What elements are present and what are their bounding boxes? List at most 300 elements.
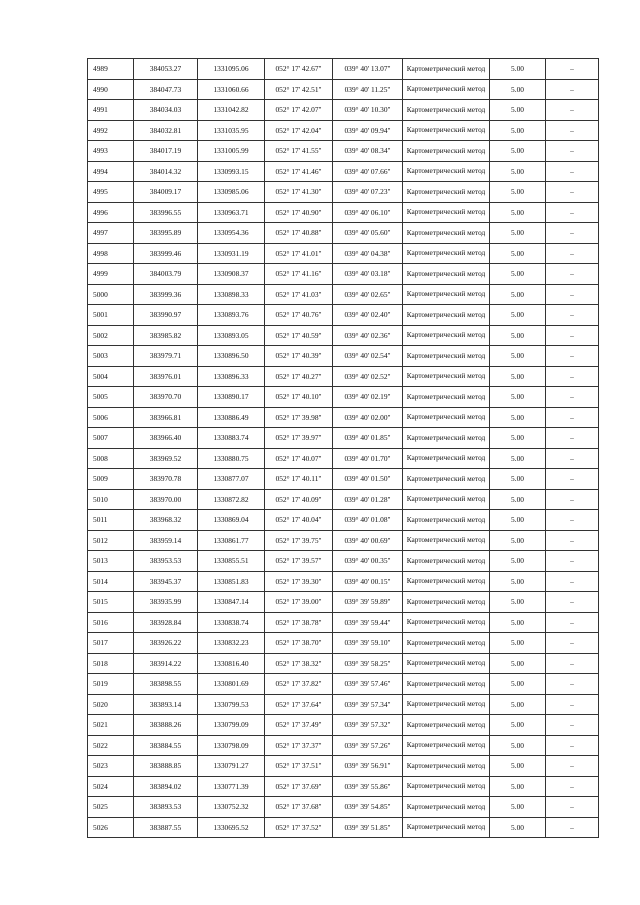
latitude-cell: 052° 17' 37.82"	[265, 674, 333, 695]
accuracy-cell: 5.00	[490, 305, 546, 326]
coord-y-cell: 1331060.66	[198, 79, 265, 100]
latitude-cell: 052° 17' 37.51"	[265, 756, 333, 777]
table-row	[88, 387, 599, 408]
latitude-cell: 052° 17' 41.03"	[265, 284, 333, 305]
table-row	[88, 571, 599, 592]
point-number-cell: 5000	[88, 284, 134, 305]
method-cell: Картометрический метод	[403, 346, 490, 367]
table-row	[88, 120, 599, 141]
coord-x-cell: 383959.14	[134, 530, 198, 551]
point-number-cell: 4989	[88, 59, 134, 80]
method-cell: Картометрический метод	[403, 797, 490, 818]
point-number-cell: 4990	[88, 79, 134, 100]
latitude-cell: 052° 17' 39.30"	[265, 571, 333, 592]
latitude-cell: 052° 17' 37.69"	[265, 776, 333, 797]
latitude-cell: 052° 17' 40.09"	[265, 489, 333, 510]
table-row	[88, 776, 599, 797]
latitude-cell: 052° 17' 37.52"	[265, 817, 333, 838]
coord-y-cell: 1330883.74	[198, 428, 265, 449]
point-number-cell: 5013	[88, 551, 134, 572]
accuracy-cell: 5.00	[490, 715, 546, 736]
table-row	[88, 756, 599, 777]
method-cell: Картометрический метод	[403, 141, 490, 162]
coord-y-cell: 1330890.17	[198, 387, 265, 408]
longitude-cell: 039° 39' 57.26"	[333, 735, 403, 756]
accuracy-cell: 5.00	[490, 161, 546, 182]
latitude-cell: 052° 17' 39.97"	[265, 428, 333, 449]
coord-x-cell: 383970.78	[134, 469, 198, 490]
coord-x-cell: 383893.53	[134, 797, 198, 818]
method-cell: Картометрический метод	[403, 264, 490, 285]
longitude-cell: 039° 39' 56.91"	[333, 756, 403, 777]
table-row	[88, 694, 599, 715]
coord-y-cell: 1330799.09	[198, 715, 265, 736]
table-row	[88, 366, 599, 387]
note-cell: –	[546, 653, 599, 674]
coord-y-cell: 1330896.50	[198, 346, 265, 367]
table-row	[88, 161, 599, 182]
table-row	[88, 715, 599, 736]
latitude-cell: 052° 17' 38.70"	[265, 633, 333, 654]
note-cell: –	[546, 284, 599, 305]
method-cell: Картометрический метод	[403, 817, 490, 838]
point-number-cell: 5022	[88, 735, 134, 756]
longitude-cell: 039° 40' 02.36"	[333, 325, 403, 346]
coord-x-cell: 383970.00	[134, 489, 198, 510]
coord-x-cell: 383985.82	[134, 325, 198, 346]
method-cell: Картометрический метод	[403, 551, 490, 572]
coord-x-cell: 383893.14	[134, 694, 198, 715]
note-cell: –	[546, 469, 599, 490]
longitude-cell: 039° 39' 59.89"	[333, 592, 403, 613]
longitude-cell: 039° 40' 04.38"	[333, 243, 403, 264]
longitude-cell: 039° 40' 01.08"	[333, 510, 403, 531]
point-number-cell: 5001	[88, 305, 134, 326]
latitude-cell: 052° 17' 40.59"	[265, 325, 333, 346]
table-row	[88, 551, 599, 572]
accuracy-cell: 5.00	[490, 694, 546, 715]
coord-x-cell: 383935.99	[134, 592, 198, 613]
coord-y-cell: 1330893.05	[198, 325, 265, 346]
longitude-cell: 039° 40' 02.54"	[333, 346, 403, 367]
note-cell: –	[546, 387, 599, 408]
accuracy-cell: 5.00	[490, 284, 546, 305]
coord-y-cell: 1330798.09	[198, 735, 265, 756]
method-cell: Картометрический метод	[403, 284, 490, 305]
coord-y-cell: 1330880.75	[198, 448, 265, 469]
longitude-cell: 039° 40' 06.10"	[333, 202, 403, 223]
longitude-cell: 039° 40' 01.85"	[333, 428, 403, 449]
point-number-cell: 5010	[88, 489, 134, 510]
coord-y-cell: 1330886.49	[198, 407, 265, 428]
latitude-cell: 052° 17' 40.27"	[265, 366, 333, 387]
coord-x-cell: 383926.22	[134, 633, 198, 654]
coord-y-cell: 1330963.71	[198, 202, 265, 223]
point-number-cell: 5024	[88, 776, 134, 797]
coord-y-cell: 1330877.07	[198, 469, 265, 490]
coord-y-cell: 1330771.39	[198, 776, 265, 797]
longitude-cell: 039° 39' 57.46"	[333, 674, 403, 695]
longitude-cell: 039° 40' 02.52"	[333, 366, 403, 387]
coord-y-cell: 1330872.82	[198, 489, 265, 510]
longitude-cell: 039° 40' 00.35"	[333, 551, 403, 572]
method-cell: Картометрический метод	[403, 633, 490, 654]
coord-x-cell: 383970.70	[134, 387, 198, 408]
latitude-cell: 052° 17' 40.88"	[265, 223, 333, 244]
accuracy-cell: 5.00	[490, 79, 546, 100]
accuracy-cell: 5.00	[490, 407, 546, 428]
method-cell: Картометрический метод	[403, 510, 490, 531]
accuracy-cell: 5.00	[490, 674, 546, 695]
table-row	[88, 141, 599, 162]
point-number-cell: 5018	[88, 653, 134, 674]
latitude-cell: 052° 17' 40.11"	[265, 469, 333, 490]
accuracy-cell: 5.00	[490, 530, 546, 551]
latitude-cell: 052° 17' 39.57"	[265, 551, 333, 572]
coordinates-table	[87, 58, 599, 838]
method-cell: Картометрический метод	[403, 325, 490, 346]
point-number-cell: 4994	[88, 161, 134, 182]
table-row	[88, 428, 599, 449]
point-number-cell: 4996	[88, 202, 134, 223]
longitude-cell: 039° 40' 05.60"	[333, 223, 403, 244]
table-row	[88, 633, 599, 654]
latitude-cell: 052° 17' 42.67"	[265, 59, 333, 80]
coord-y-cell: 1331005.99	[198, 141, 265, 162]
latitude-cell: 052° 17' 41.46"	[265, 161, 333, 182]
method-cell: Картометрический метод	[403, 469, 490, 490]
method-cell: Картометрический метод	[403, 366, 490, 387]
latitude-cell: 052° 17' 37.68"	[265, 797, 333, 818]
coord-y-cell: 1330931.19	[198, 243, 265, 264]
table-row	[88, 325, 599, 346]
coord-x-cell: 383953.53	[134, 551, 198, 572]
latitude-cell: 052° 17' 41.55"	[265, 141, 333, 162]
point-number-cell: 5025	[88, 797, 134, 818]
note-cell: –	[546, 817, 599, 838]
table-row	[88, 407, 599, 428]
coord-x-cell: 384003.79	[134, 264, 198, 285]
point-number-cell: 5020	[88, 694, 134, 715]
point-number-cell: 4998	[88, 243, 134, 264]
point-number-cell: 5014	[88, 571, 134, 592]
coord-y-cell: 1330861.77	[198, 530, 265, 551]
table-row	[88, 797, 599, 818]
coord-y-cell: 1330985.06	[198, 182, 265, 203]
table-row	[88, 264, 599, 285]
point-number-cell: 4992	[88, 120, 134, 141]
accuracy-cell: 5.00	[490, 448, 546, 469]
table-row	[88, 284, 599, 305]
accuracy-cell: 5.00	[490, 325, 546, 346]
note-cell: –	[546, 674, 599, 695]
note-cell: –	[546, 223, 599, 244]
latitude-cell: 052° 17' 40.39"	[265, 346, 333, 367]
method-cell: Картометрический метод	[403, 305, 490, 326]
note-cell: –	[546, 264, 599, 285]
note-cell: –	[546, 202, 599, 223]
coord-y-cell: 1330954.36	[198, 223, 265, 244]
coord-y-cell: 1331035.95	[198, 120, 265, 141]
point-number-cell: 5012	[88, 530, 134, 551]
method-cell: Картометрический метод	[403, 694, 490, 715]
point-number-cell: 5019	[88, 674, 134, 695]
accuracy-cell: 5.00	[490, 141, 546, 162]
longitude-cell: 039° 40' 11.25"	[333, 79, 403, 100]
latitude-cell: 052° 17' 42.07"	[265, 100, 333, 121]
accuracy-cell: 5.00	[490, 59, 546, 80]
longitude-cell: 039° 40' 01.28"	[333, 489, 403, 510]
coordinates-table-body	[88, 59, 599, 838]
accuracy-cell: 5.00	[490, 776, 546, 797]
note-cell: –	[546, 182, 599, 203]
latitude-cell: 052° 17' 39.98"	[265, 407, 333, 428]
point-number-cell: 5009	[88, 469, 134, 490]
latitude-cell: 052° 17' 38.32"	[265, 653, 333, 674]
note-cell: –	[546, 571, 599, 592]
note-cell: –	[546, 489, 599, 510]
accuracy-cell: 5.00	[490, 243, 546, 264]
method-cell: Картометрический метод	[403, 612, 490, 633]
point-number-cell: 4991	[88, 100, 134, 121]
latitude-cell: 052° 17' 37.37"	[265, 735, 333, 756]
method-cell: Картометрический метод	[403, 387, 490, 408]
coord-y-cell: 1330752.32	[198, 797, 265, 818]
coord-y-cell: 1331095.06	[198, 59, 265, 80]
latitude-cell: 052° 17' 37.64"	[265, 694, 333, 715]
note-cell: –	[546, 694, 599, 715]
accuracy-cell: 5.00	[490, 469, 546, 490]
coord-x-cell: 383999.46	[134, 243, 198, 264]
longitude-cell: 039° 39' 58.25"	[333, 653, 403, 674]
coord-x-cell: 383968.32	[134, 510, 198, 531]
point-number-cell: 5011	[88, 510, 134, 531]
accuracy-cell: 5.00	[490, 387, 546, 408]
longitude-cell: 039° 40' 00.15"	[333, 571, 403, 592]
coord-y-cell: 1330801.69	[198, 674, 265, 695]
coord-x-cell: 383887.55	[134, 817, 198, 838]
table-row	[88, 510, 599, 531]
table-row	[88, 817, 599, 838]
longitude-cell: 039° 40' 02.19"	[333, 387, 403, 408]
longitude-cell: 039° 40' 02.65"	[333, 284, 403, 305]
method-cell: Картометрический метод	[403, 59, 490, 80]
coord-x-cell: 383945.37	[134, 571, 198, 592]
coord-y-cell: 1330851.83	[198, 571, 265, 592]
point-number-cell: 5005	[88, 387, 134, 408]
table-row	[88, 653, 599, 674]
accuracy-cell: 5.00	[490, 100, 546, 121]
method-cell: Картометрический метод	[403, 223, 490, 244]
table-row	[88, 182, 599, 203]
method-cell: Картометрический метод	[403, 243, 490, 264]
method-cell: Картометрический метод	[403, 735, 490, 756]
accuracy-cell: 5.00	[490, 571, 546, 592]
note-cell: –	[546, 243, 599, 264]
coord-x-cell: 383976.01	[134, 366, 198, 387]
note-cell: –	[546, 756, 599, 777]
latitude-cell: 052° 17' 39.75"	[265, 530, 333, 551]
point-number-cell: 5026	[88, 817, 134, 838]
point-number-cell: 5007	[88, 428, 134, 449]
note-cell: –	[546, 633, 599, 654]
note-cell: –	[546, 612, 599, 633]
coord-x-cell: 383990.97	[134, 305, 198, 326]
accuracy-cell: 5.00	[490, 756, 546, 777]
latitude-cell: 052° 17' 38.78"	[265, 612, 333, 633]
latitude-cell: 052° 17' 40.04"	[265, 510, 333, 531]
latitude-cell: 052° 17' 41.01"	[265, 243, 333, 264]
method-cell: Картометрический метод	[403, 674, 490, 695]
coord-y-cell: 1330847.14	[198, 592, 265, 613]
coord-x-cell: 383898.55	[134, 674, 198, 695]
table-row	[88, 202, 599, 223]
longitude-cell: 039° 40' 00.69"	[333, 530, 403, 551]
accuracy-cell: 5.00	[490, 366, 546, 387]
latitude-cell: 052° 17' 39.00"	[265, 592, 333, 613]
method-cell: Картометрический метод	[403, 120, 490, 141]
accuracy-cell: 5.00	[490, 264, 546, 285]
coord-x-cell: 383996.55	[134, 202, 198, 223]
latitude-cell: 052° 17' 41.30"	[265, 182, 333, 203]
table-row	[88, 79, 599, 100]
accuracy-cell: 5.00	[490, 510, 546, 531]
note-cell: –	[546, 510, 599, 531]
table-row	[88, 100, 599, 121]
note-cell: –	[546, 305, 599, 326]
accuracy-cell: 5.00	[490, 120, 546, 141]
note-cell: –	[546, 448, 599, 469]
note-cell: –	[546, 551, 599, 572]
coord-x-cell: 384014.32	[134, 161, 198, 182]
accuracy-cell: 5.00	[490, 551, 546, 572]
coord-x-cell: 384032.81	[134, 120, 198, 141]
latitude-cell: 052° 17' 40.90"	[265, 202, 333, 223]
longitude-cell: 039° 39' 57.34"	[333, 694, 403, 715]
accuracy-cell: 5.00	[490, 612, 546, 633]
point-number-cell: 5004	[88, 366, 134, 387]
coord-x-cell: 383966.40	[134, 428, 198, 449]
longitude-cell: 039° 40' 07.66"	[333, 161, 403, 182]
method-cell: Картометрический метод	[403, 530, 490, 551]
note-cell: –	[546, 366, 599, 387]
table-row	[88, 735, 599, 756]
table-row	[88, 448, 599, 469]
latitude-cell: 052° 17' 42.04"	[265, 120, 333, 141]
method-cell: Картометрический метод	[403, 489, 490, 510]
point-number-cell: 4995	[88, 182, 134, 203]
coord-y-cell: 1330898.33	[198, 284, 265, 305]
note-cell: –	[546, 407, 599, 428]
coord-x-cell: 384017.19	[134, 141, 198, 162]
accuracy-cell: 5.00	[490, 735, 546, 756]
point-number-cell: 4999	[88, 264, 134, 285]
longitude-cell: 039° 39' 59.10"	[333, 633, 403, 654]
note-cell: –	[546, 797, 599, 818]
accuracy-cell: 5.00	[490, 489, 546, 510]
accuracy-cell: 5.00	[490, 592, 546, 613]
accuracy-cell: 5.00	[490, 653, 546, 674]
longitude-cell: 039° 39' 51.85"	[333, 817, 403, 838]
point-number-cell: 5008	[88, 448, 134, 469]
latitude-cell: 052° 17' 40.10"	[265, 387, 333, 408]
note-cell: –	[546, 141, 599, 162]
coord-y-cell: 1330816.40	[198, 653, 265, 674]
table-row	[88, 592, 599, 613]
accuracy-cell: 5.00	[490, 223, 546, 244]
note-cell: –	[546, 161, 599, 182]
point-number-cell: 4997	[88, 223, 134, 244]
table-row	[88, 223, 599, 244]
latitude-cell: 052° 17' 40.07"	[265, 448, 333, 469]
table-row	[88, 612, 599, 633]
longitude-cell: 039° 40' 09.94"	[333, 120, 403, 141]
coord-x-cell: 383888.26	[134, 715, 198, 736]
note-cell: –	[546, 715, 599, 736]
coord-x-cell: 384034.03	[134, 100, 198, 121]
method-cell: Картометрический метод	[403, 100, 490, 121]
point-number-cell: 5006	[88, 407, 134, 428]
coord-x-cell: 384009.17	[134, 182, 198, 203]
longitude-cell: 039° 39' 55.86"	[333, 776, 403, 797]
coord-x-cell: 383979.71	[134, 346, 198, 367]
longitude-cell: 039° 39' 57.32"	[333, 715, 403, 736]
table-row	[88, 530, 599, 551]
point-number-cell: 5023	[88, 756, 134, 777]
coord-y-cell: 1330893.76	[198, 305, 265, 326]
coord-y-cell: 1330695.52	[198, 817, 265, 838]
accuracy-cell: 5.00	[490, 817, 546, 838]
note-cell: –	[546, 120, 599, 141]
point-number-cell: 5002	[88, 325, 134, 346]
coord-y-cell: 1330908.37	[198, 264, 265, 285]
longitude-cell: 039° 40' 08.34"	[333, 141, 403, 162]
coord-x-cell: 383995.89	[134, 223, 198, 244]
coord-x-cell: 383884.55	[134, 735, 198, 756]
longitude-cell: 039° 40' 10.30"	[333, 100, 403, 121]
accuracy-cell: 5.00	[490, 633, 546, 654]
table-row	[88, 305, 599, 326]
latitude-cell: 052° 17' 42.51"	[265, 79, 333, 100]
point-number-cell: 4993	[88, 141, 134, 162]
coord-x-cell: 383999.36	[134, 284, 198, 305]
longitude-cell: 039° 40' 07.23"	[333, 182, 403, 203]
accuracy-cell: 5.00	[490, 797, 546, 818]
method-cell: Картометрический метод	[403, 756, 490, 777]
method-cell: Картометрический метод	[403, 653, 490, 674]
accuracy-cell: 5.00	[490, 428, 546, 449]
table-row	[88, 346, 599, 367]
note-cell: –	[546, 100, 599, 121]
longitude-cell: 039° 40' 13.07"	[333, 59, 403, 80]
coord-y-cell: 1330869.04	[198, 510, 265, 531]
point-number-cell: 5016	[88, 612, 134, 633]
point-number-cell: 5015	[88, 592, 134, 613]
longitude-cell: 039° 40' 03.18"	[333, 264, 403, 285]
table-row	[88, 243, 599, 264]
table-row	[88, 674, 599, 695]
method-cell: Картометрический метод	[403, 161, 490, 182]
method-cell: Картометрический метод	[403, 776, 490, 797]
coord-x-cell: 383914.22	[134, 653, 198, 674]
coord-y-cell: 1330799.53	[198, 694, 265, 715]
note-cell: –	[546, 79, 599, 100]
longitude-cell: 039° 40' 01.70"	[333, 448, 403, 469]
coord-x-cell: 383888.85	[134, 756, 198, 777]
latitude-cell: 052° 17' 41.16"	[265, 264, 333, 285]
note-cell: –	[546, 346, 599, 367]
coord-x-cell: 383969.52	[134, 448, 198, 469]
